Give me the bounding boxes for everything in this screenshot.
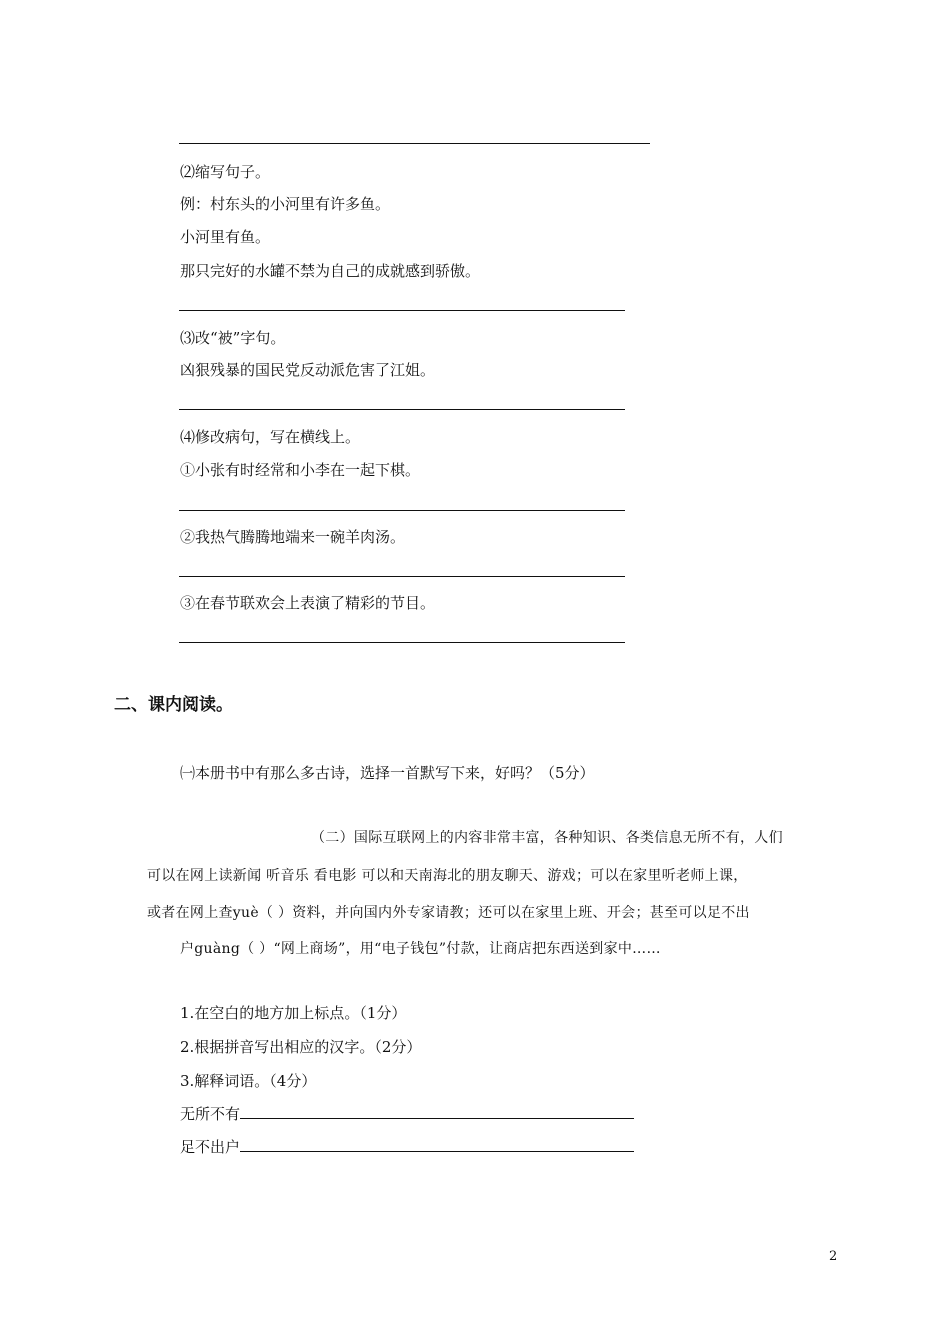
section-heading: 二、课内阅读。 — [114, 695, 233, 715]
q4-item-2: ②我热气腾腾地端来一碗羊肉汤。 — [180, 528, 406, 546]
answer-line[interactable] — [179, 510, 625, 511]
term-1: 无所不有 — [180, 1105, 241, 1123]
q3-sentence: 凶狠残暴的国民党反动派危害了江姐。 — [180, 361, 436, 379]
term-2-answer-line[interactable] — [240, 1137, 634, 1152]
term-2: 足不出户 — [180, 1138, 241, 1156]
passage-line-3: 或者在网上查yuè（ ）资料，并向国内外专家请教；还可以在家里上班、开会；甚至可以足不出 — [147, 905, 750, 921]
part1-question: ㈠本册书中有那么多古诗，选择一首默写下来，好吗？（5分） — [180, 764, 595, 782]
q2-title: ⑵缩写句子。 — [180, 163, 271, 181]
answer-line[interactable] — [179, 143, 650, 144]
answer-line[interactable] — [179, 310, 625, 311]
answer-line[interactable] — [179, 409, 625, 410]
q3-title: ⑶改“被”字句。 — [180, 329, 286, 347]
passage-line-1: （二）国际互联网上的内容非常丰富，各种知识、各类信息无所不有，人们 — [311, 830, 783, 846]
q4-item-3: ③在春节联欢会上表演了精彩的节目。 — [180, 594, 436, 612]
q4-title: ⑷修改病句，写在横线上。 — [180, 428, 361, 446]
page-number: 2 — [829, 1249, 838, 1264]
answer-line[interactable] — [179, 642, 625, 643]
term-1-answer-line[interactable] — [240, 1104, 634, 1119]
answer-line[interactable] — [179, 576, 625, 577]
question-3: 3.解释词语。（4分） — [180, 1072, 317, 1090]
passage-line-4: 户guàng（ ）“网上商场”，用“电子钱包”付款，让商店把东西送到家中…… — [180, 941, 661, 957]
q2-sentence: 那只完好的水罐不禁为自己的成就感到骄傲。 — [180, 262, 481, 280]
term-2-row — [180, 1137, 634, 1156]
q2-example: 例：村东头的小河里有许多鱼。 — [180, 195, 391, 213]
question-2: 2.根据拼音写出相应的汉字。（2分） — [180, 1038, 422, 1056]
q2-example-answer: 小河里有鱼。 — [180, 228, 271, 246]
q4-item-1: ①小张有时经常和小李在一起下棋。 — [180, 461, 421, 479]
passage-line-2: 可以在网上读新闻 听音乐 看电影 可以和天南海北的朋友聊天、游戏；可以在家里听老师上课， — [147, 868, 748, 884]
term-1-row — [180, 1104, 634, 1123]
question-1: 1.在空白的地方加上标点。（1分） — [180, 1004, 407, 1022]
